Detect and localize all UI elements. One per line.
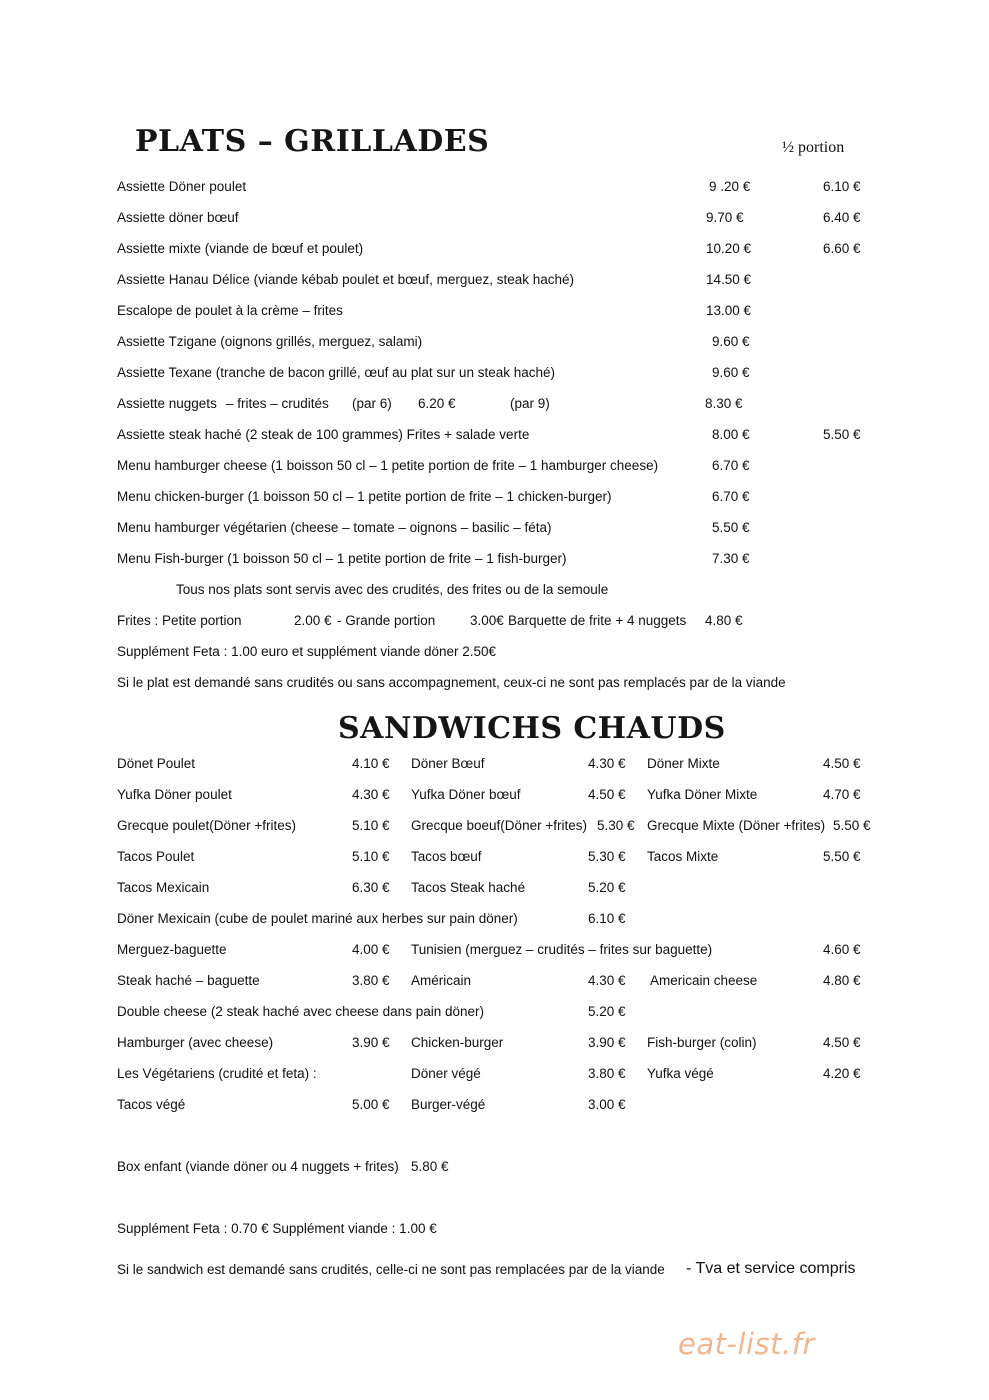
item-price: 3.80 €	[588, 1066, 626, 1081]
menu-item	[0, 303, 989, 323]
item-name: Assiette steak haché (2 steak de 100 grammes) Frites + salade verte	[117, 427, 530, 442]
item-name: Merguez-baguette	[117, 942, 227, 957]
item-price: 5.20 €	[588, 1004, 626, 1019]
menu-item	[0, 458, 989, 478]
item-name: Assiette döner bœuf	[117, 210, 239, 225]
item-name: Menu hamburger végétarien (cheese – tomate – oignons – basilic – féta)	[117, 520, 552, 535]
item-name: Tacos bœuf	[411, 849, 482, 864]
item-desc: – frites – crudités	[226, 396, 329, 411]
item-name: Dönet Poulet	[117, 756, 196, 771]
box-enfant-row	[0, 1159, 989, 1179]
item-name: Chicken-burger	[411, 1035, 504, 1050]
item-price: 4.70 €	[823, 787, 861, 802]
item-price: 10.20 €	[706, 241, 752, 256]
item-name: Döner végé	[411, 1066, 481, 1081]
frites-label: Frites : Petite portion	[117, 613, 242, 628]
item-name: Grecque Mixte (Döner +frites)	[647, 818, 826, 833]
menu-item	[0, 365, 989, 385]
item-price: 4.50 €	[823, 756, 861, 771]
item-price: 6.70 €	[712, 458, 750, 473]
item-name: Döner Mixte	[647, 756, 720, 771]
item-price: 13.00 €	[706, 303, 752, 318]
item-name: Yufka Döner Mixte	[647, 787, 758, 802]
item-name: Fish-burger (colin)	[647, 1035, 757, 1050]
item-price: 9.60 €	[712, 334, 750, 349]
item-price: 5.10 €	[352, 818, 390, 833]
barquette-price: 4.80 €	[705, 613, 743, 628]
item-price: 6.10 €	[588, 911, 626, 926]
sandwich-row	[0, 1004, 989, 1024]
item-price: 4.80 €	[823, 973, 861, 988]
item-name: Menu chicken-burger (1 boisson 50 cl – 1 petite portion de frite – 1 chicken-burger)	[117, 489, 612, 504]
plats-supplement: Supplément Feta : 1.00 euro et supplément viande döner 2.50€	[117, 644, 497, 659]
item-name: Tacos végé	[117, 1097, 186, 1112]
item-price: 4.20 €	[823, 1066, 861, 1081]
item-price: 9 .20 €	[709, 179, 751, 194]
item-price: 5.80 €	[411, 1159, 449, 1174]
item-name: Tacos Steak haché	[411, 880, 526, 895]
sandwichs-sans-note: Si le sandwich est demandé sans crudités, celle-ci ne sont pas remplacées par de la viande	[117, 1262, 665, 1277]
nuggets-par9: (par 9)	[510, 396, 550, 411]
barquette-label: Barquette de frite + 4 nuggets	[508, 613, 687, 628]
tva-note: - Tva et service compris	[686, 1260, 856, 1277]
item-price: 4.30 €	[588, 756, 626, 771]
item-price: 9.70 €	[706, 210, 744, 225]
item-price: 3.80 €	[352, 973, 390, 988]
item-half-price: 5.50 €	[823, 427, 861, 442]
item-name: Grecque boeuf(Döner +frites)	[411, 818, 587, 833]
sandwichs-title: SANDWICHS CHAUDS	[338, 711, 726, 746]
item-name: Tacos Mexicain	[117, 880, 210, 895]
item-price: 5.30 €	[588, 849, 626, 864]
item-price: 5.20 €	[588, 880, 626, 895]
nuggets-price9: 8.30 €	[705, 396, 743, 411]
sandwich-row	[0, 787, 989, 807]
sandwich-row	[0, 756, 989, 776]
frites-row	[0, 613, 989, 633]
menu-item	[0, 489, 989, 509]
item-price: 3.00 €	[588, 1097, 626, 1112]
item-price: 5.10 €	[352, 849, 390, 864]
item-price: 4.00 €	[352, 942, 390, 957]
item-name: Américain	[411, 973, 472, 988]
item-name: Les Végétariens (crudité et feta) :	[117, 1066, 317, 1081]
item-name: Tacos Poulet	[117, 849, 195, 864]
sandwich-row	[0, 911, 989, 931]
item-price: 7.30 €	[712, 551, 750, 566]
item-name: Americain cheese	[650, 973, 758, 988]
sandwich-row	[0, 880, 989, 900]
menu-item-nuggets	[0, 396, 989, 416]
item-name: Double cheese (2 steak haché avec cheese dans pain döner)	[117, 1004, 484, 1019]
item-name: Assiette nuggets	[117, 396, 217, 411]
half-portion-label: ½ portion	[782, 139, 845, 156]
item-name: Hamburger (avec cheese)	[117, 1035, 274, 1050]
sandwich-row	[0, 849, 989, 869]
item-name: Grecque poulet(Döner +frites)	[117, 818, 296, 833]
item-price: 8.00 €	[712, 427, 750, 442]
item-name: Burger-végé	[411, 1097, 486, 1112]
item-name: Döner Bœuf	[411, 756, 485, 771]
plats-title: PLATS – GRILLADES	[135, 124, 490, 159]
item-name: Döner Mexicain (cube de poulet mariné aux herbes sur pain döner)	[117, 911, 518, 926]
frites-grande-label: - Grande portion	[337, 613, 436, 628]
item-price: 4.10 €	[352, 756, 390, 771]
item-price: 4.60 €	[823, 942, 861, 957]
sandwich-row	[0, 1097, 989, 1117]
item-price: 4.50 €	[588, 787, 626, 802]
sandwichs-supplement: Supplément Feta : 0.70 € Supplément viande : 1.00 €	[117, 1221, 437, 1236]
item-price: 5.50 €	[833, 818, 871, 833]
item-name: Tacos Mixte	[647, 849, 719, 864]
item-price: 4.30 €	[588, 973, 626, 988]
sandwich-row	[0, 942, 989, 962]
frites-petite-price: 2.00 €	[294, 613, 332, 628]
item-price: 5.00 €	[352, 1097, 390, 1112]
item-price: 6.30 €	[352, 880, 390, 895]
menu-item	[0, 520, 989, 540]
item-name: Tunisien (merguez – crudités – frites sur baguette)	[411, 942, 713, 957]
item-name: Yufka végé	[647, 1066, 714, 1081]
item-name: Menu hamburger cheese (1 boisson 50 cl – 1 petite portion de frite – 1 hamburger cheese)	[117, 458, 659, 473]
item-price: 6.70 €	[712, 489, 750, 504]
menu-item	[0, 210, 989, 230]
menu-item	[0, 179, 989, 199]
item-price: 5.50 €	[823, 849, 861, 864]
menu-item	[0, 551, 989, 571]
nuggets-price6: 6.20 €	[418, 396, 456, 411]
item-name: Assiette Hanau Délice (viande kébab poulet et bœuf, merguez, steak haché)	[117, 272, 575, 287]
item-name: Steak haché – baguette	[117, 973, 260, 988]
item-price: 14.50 €	[706, 272, 752, 287]
sandwich-row	[0, 818, 989, 838]
item-half-price: 6.60 €	[823, 241, 861, 256]
item-name: Box enfant (viande döner ou 4 nuggets + frites)	[117, 1159, 399, 1174]
menu-item	[0, 272, 989, 292]
item-name: Escalope de poulet à la crème – frites	[117, 303, 343, 318]
item-name: Yufka Döner poulet	[117, 787, 232, 802]
item-name: Assiette mixte (viande de bœuf et poulet)	[117, 241, 364, 256]
item-price: 5.30 €	[597, 818, 635, 833]
item-name: Menu Fish-burger (1 boisson 50 cl – 1 petite portion de frite – 1 fish-burger)	[117, 551, 567, 566]
item-name: Assiette Texane (tranche de bacon grillé, œuf au plat sur un steak haché)	[117, 365, 555, 380]
sandwich-row	[0, 1035, 989, 1055]
item-name: Yufka Döner bœuf	[411, 787, 521, 802]
item-price: 4.30 €	[352, 787, 390, 802]
menu-item	[0, 241, 989, 261]
watermark-logo: eat-list.fr	[678, 1327, 815, 1361]
menu-item	[0, 427, 989, 447]
item-name: Assiette Döner poulet	[117, 179, 247, 194]
nuggets-par6: (par 6)	[352, 396, 392, 411]
item-price: 3.90 €	[352, 1035, 390, 1050]
item-half-price: 6.40 €	[823, 210, 861, 225]
item-price: 5.50 €	[712, 520, 750, 535]
item-name: Assiette Tzigane (oignons grillés, merguez, salami)	[117, 334, 423, 349]
sandwich-row	[0, 973, 989, 993]
served-note: Tous nos plats sont servis avec des crudités, des frites ou de la semoule	[176, 582, 609, 597]
menu-item	[0, 334, 989, 354]
plats-sans-note: Si le plat est demandé sans crudités ou sans accompagnement, ceux-ci ne sont pas remplacés par de la viande	[117, 675, 786, 690]
sandwich-row	[0, 1066, 989, 1086]
frites-grande-price: 3.00€	[470, 613, 504, 628]
item-half-price: 6.10 €	[823, 179, 861, 194]
item-price: 4.50 €	[823, 1035, 861, 1050]
item-price: 3.90 €	[588, 1035, 626, 1050]
item-price: 9.60 €	[712, 365, 750, 380]
